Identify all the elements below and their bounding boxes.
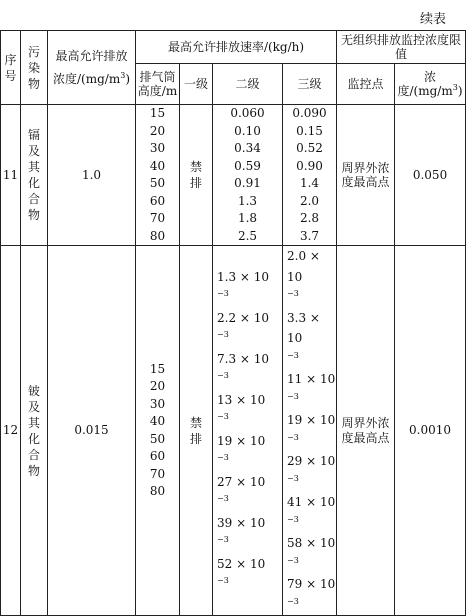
pollutant-cell: 铍 及 其 化 合 物	[21, 246, 48, 616]
grade3-cell: 0.090 0.15 0.52 0.90 1.4 2.0 2.8 3.7	[283, 105, 337, 246]
stack-height-cell: 15 20 30 40 50 60 70 80	[136, 246, 180, 616]
limit-cell: 0.0010	[395, 246, 466, 616]
header-grade3: 三级	[283, 64, 337, 105]
table-row	[1, 246, 466, 616]
limit-cell: 0.050	[395, 105, 466, 246]
grade3-cell: 2.0 × 10 $^{-3}$ 3.3 × 10 $^{-3}$ 11 × 10 $^{-3}$ 19 × 10 $^{-3}$ 29 × 10 $^{-3}$ 41 × 10 $^{-3}$ 58 × 10 $^{-3}$ 79 × 10 $^{-3}$	[283, 246, 337, 616]
stack-height-cell: 15 20 30 40 50 60 70 80	[136, 105, 180, 246]
seq-cell: 12	[1, 246, 21, 616]
header-monitor-point: 监控点	[337, 64, 395, 105]
header-seq: 序 号	[1, 31, 21, 105]
continued-label: 续表	[420, 12, 447, 27]
monitor-point-cell: 周界外浓 度最高点	[337, 246, 395, 616]
header-pollutant: 污 染 物	[21, 31, 48, 105]
header-unorg-concentration: 浓度$/(mg/m^3)$	[395, 64, 466, 105]
grade1-cell: 禁 排	[180, 105, 213, 246]
grade2-cell: 1.3 × 10 $^{-3}$ 2.2 × 10 $^{-3}$ 7.3 × 10 $^{-3}$ 13 × 10 $^{-3}$ 19 × 10 $^{-3}$ 27 × 10 $^{-3}$ 39 × 10 $^{-3}$ 52 × 10 $^{-3}$	[213, 246, 283, 616]
header-grade2: 二级	[213, 64, 283, 105]
header-grade1: 一级	[180, 64, 213, 105]
pollutant-cell: 镉 及 其 化 合 物	[21, 105, 48, 246]
monitor-point-cell: 周界外浓 度最高点	[337, 105, 395, 246]
header-max-concentration: 最高允许排放 浓度$/(mg/m^3)$	[48, 31, 136, 105]
header-unorganized-limit: 无组织排放监控浓度限 值	[337, 31, 466, 64]
emission-limits-table	[0, 30, 466, 616]
grade1-cell: 禁 排	[180, 246, 213, 616]
header-max-rate: 最高允许排放速率/(kg/h)	[136, 31, 337, 64]
max-concentration-cell: 1.0	[48, 105, 136, 246]
grade2-cell: 0.060 0.10 0.34 0.59 0.91 1.3 1.8 2.5	[213, 105, 283, 246]
seq-cell: 11	[1, 105, 21, 246]
max-concentration-cell: 0.015	[48, 246, 136, 616]
table-row	[1, 105, 466, 246]
header-stack-height: 排气筒 高度/m	[136, 64, 180, 105]
